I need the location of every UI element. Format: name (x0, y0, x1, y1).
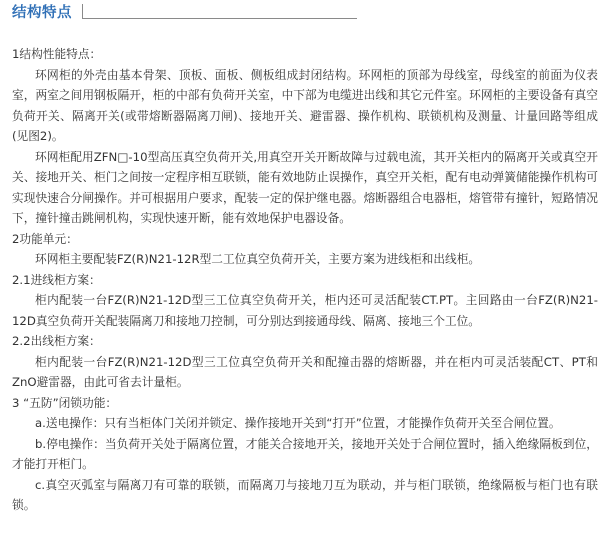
paragraph-incoming-cabinet: 柜内配装一台FZ(R)N21-12D型三工位真空负荷开关，柜内还可灵活配装CT.PT。主回路由一台FZ(R)N21-12D真空负荷开关配装隔离刀和接地刀控制，可分别达到接通母线、隔离、接地三个工位。 (12, 293, 598, 328)
heading-outgoing-cabinet: 2.2出线柜方案： (12, 334, 101, 348)
header-divider-tick (82, 4, 83, 19)
section-header (12, 0, 357, 24)
heading-structure-performance: 1结构性能特点： (12, 47, 102, 61)
header-underline (82, 18, 357, 19)
item-power-off: b.停电操作：当负荷开关处于隔离位置，才能关合接地开关，接地开关处于合闸位置时，插入绝缘隔板到位，才能打开柜门。 (12, 436, 598, 471)
paragraph-outgoing-cabinet: 柜内配装一台FZ(R)N21-12D型三工位真空负荷开关和配撞击器的熔断器，并在柜内可灵活装配CT、PT和ZnO避雷器，由此可省去计量柜。 (12, 354, 598, 389)
heading-function-units: 2功能单元： (12, 231, 78, 246)
paragraph-vacuum-switch: 环网柜配用ZFN□-10型高压真空负荷开关,用真空开关开断故障与过载电流，其开关柜内的隔离开关或真空开关、接地开关、柜门之间按一定程序相互联锁，能有效地防止误操作，真空开关柜，配有电动弹簧储能操作机构可实现快速合分闸操作。并可根据用户要求，配装一定的保护继电器。熔断器组合电器柜，熔管带有撞针，短路情况下，撞针撞击跳闸机构，实现快速开断，能有效地保护电器设备。 (12, 149, 598, 225)
paragraph-enclosure: 环网柜的外壳由基本骨架、顶板、面板、侧板组成封闭结构。环网柜的顶部为母线室，母线室的前面为仪表室，两室之间用钢板隔开，柜的中部有负荷开关室，中下部为电缆进出线和其它元件室。环网柜的主要设备有真空负荷开关、隔离开关(或带熔断器隔离刀闸)、接地开关、避雷器、操作机构、联锁机构及测量、计量回路等组成(见图2)。 (12, 67, 598, 143)
item-interlock: c.真空灭弧室与隔离刀有可靠的联锁，而隔离刀与接地刀互为联动，并与柜门联锁，绝缘隔板与柜门也有联锁。 (12, 477, 598, 512)
heading-five-prevention: 3 “五防”闭锁功能： (12, 395, 118, 410)
item-power-on: a.送电操作：只有当柜体门关闭并锁定、操作接地开关到“打开”位置，才能操作负荷开关至合闸位置。 (35, 416, 561, 430)
heading-incoming-cabinet: 2.1进线柜方案： (12, 272, 101, 287)
paragraph-function-units: 环网柜主要配装FZ(R)N21-12R型二工位真空负荷开关，主要方案为进线柜和出线柜。 (35, 252, 481, 266)
page-title: 结构特点 (12, 5, 72, 21)
article-body (12, 44, 598, 516)
